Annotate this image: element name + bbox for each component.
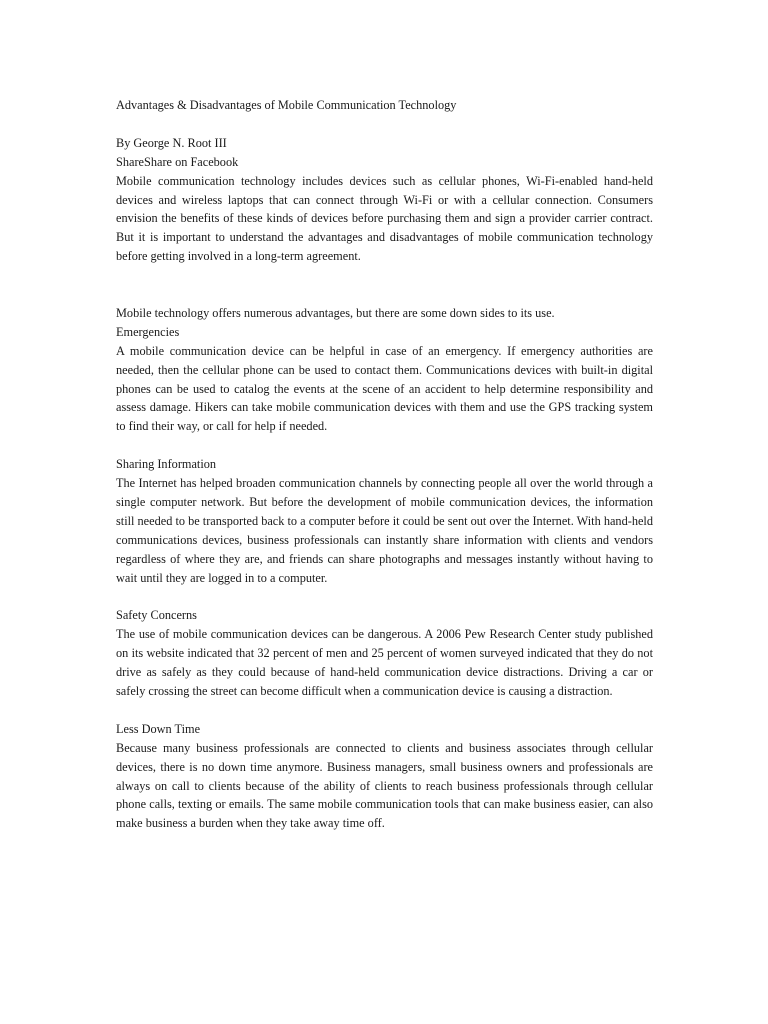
- byline: By George N. Root III: [116, 135, 227, 150]
- section-body-less-down-time: Because many business professionals are connected to clients and business associates through cellular devices, there is no down time anymore. Business managers, small business owners and professionals are always on call to clients because of the ability of clients to reach business professionals through cellular phone calls, texting or emails. The same mobile communication tools that can make business easier, can also make business a burden when they take away time off.: [116, 740, 653, 831]
- section-body-sharing-information: The Internet has helped broaden communication channels by connecting people all over the world through a single computer network. But before the development of mobile communication devices, the information still needed to be transported back to a computer before it could be sent out over the Internet. With hand-held communications devices, business professionals can instantly share information with clients and vendors regardless of where they are, and friends can share photographs and messages instantly without having to wait until they are logged in to a computer.: [116, 476, 653, 585]
- section-heading-sharing-information: Sharing Information: [116, 457, 217, 472]
- spacer: [116, 266, 653, 304]
- document-title: Advantages & Disadvantages of Mobile Communication Technology: [116, 98, 457, 112]
- spacer: [116, 436, 653, 455]
- section-heading-emergencies: Emergencies: [116, 324, 180, 339]
- spacer: [116, 588, 653, 607]
- section-body-emergencies: A mobile communication device can be helpful in case of an emergency. If emergency authorities are needed, then the cellular phone can be used to contact them. Communications devices with built-in digital phones can be used to catalog the events at the scene of an accident to help determine responsibility and assess damage. Hikers can take mobile communication devices with them and use the GPS tracking system to find their way, or call for help if needed.: [116, 343, 653, 434]
- section-body-safety-concerns: The use of mobile communication devices can be dangerous. A 2006 Pew Research Center study published on its website indicated that 32 percent of men and 25 percent of women surveyed indicated that they do not drive as safely as they could because of hand-held communication device distractions. Driving a car or safely crossing the street can become difficult when a communication device is causing a distraction.: [116, 627, 653, 699]
- section-heading-safety-concerns: Safety Concerns: [116, 608, 197, 623]
- intro-paragraph: Mobile communication technology includes devices such as cellular phones, Wi-Fi-enabled hand-held devices and wireless laptops that can connect through Wi-Fi or with a cellular connection. Consumers envision the benefits of these kinds of devices before purchasing them and sign a provider carrier contract. But it is important to understand the advantages and disadvantages of mobile communication technology before getting involved in a long-term agreement.: [116, 173, 653, 264]
- share-on-facebook-link[interactable]: ShareShare on Facebook: [116, 154, 239, 169]
- section-heading-less-down-time: Less Down Time: [116, 721, 201, 736]
- spacer: [116, 701, 653, 720]
- lead-sentence: Mobile technology offers numerous advantages, but there are some down sides to its use.: [116, 305, 555, 320]
- document-page: [116, 96, 653, 833]
